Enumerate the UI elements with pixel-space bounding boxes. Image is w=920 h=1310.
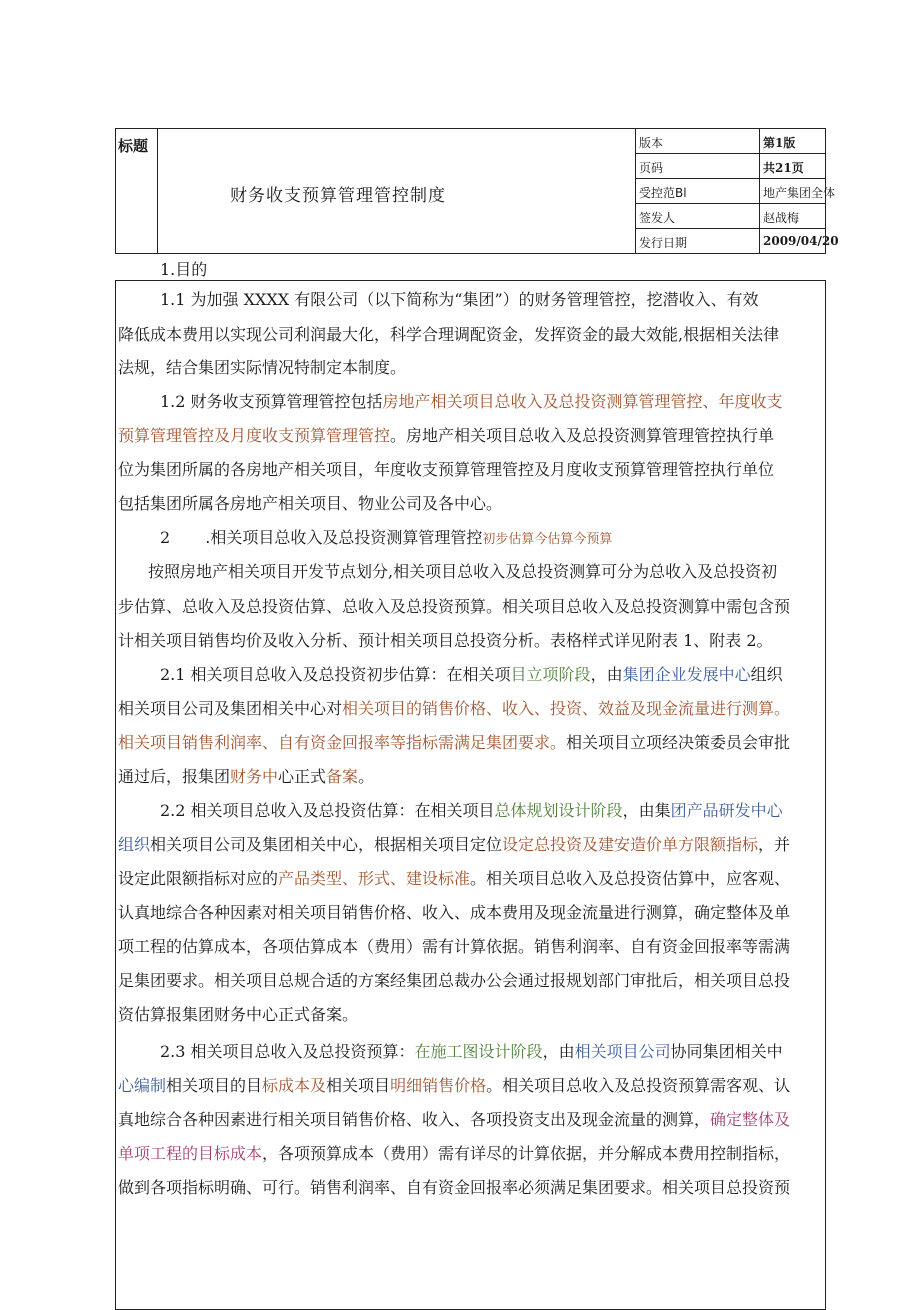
highlight-text: 备案 (326, 767, 359, 786)
highlight-text: 房地产相关项目总收入及总投资测算管理管控、年度收支 (382, 392, 783, 411)
paragraph-line: 位为集团所属的各房地产相关项目，年度收支预算管理管控及月度收支预算管理管控执行单位 (118, 460, 775, 479)
highlight-text: 心编制 (118, 1076, 167, 1095)
text-run: 通过后，报集团 (118, 767, 231, 786)
section-number: 2 (160, 528, 171, 547)
meta-row-date (636, 229, 839, 254)
paragraph-line (118, 767, 374, 787)
paragraph-line: 按照房地产相关项目开发节点划分,相关项目总收入及总投资测算可分为总收入及总投资初 (148, 562, 778, 581)
text-run: 相关项目公司及集团相关中心，根据相关项目定位 (150, 835, 503, 854)
text-run: 。房地产相关项目总收入及总投资测算管理管控执行单 (390, 426, 775, 445)
highlight-text: 明细销售价格 (390, 1076, 487, 1095)
meta-key: 受控范Bl (636, 179, 760, 203)
paragraph-line: 计相关项目销售均价及收入分析、预计相关项目总投资分析。表格样式详见附表 1、附表 2。 (118, 631, 773, 650)
highlight-text: 总体规划设计阶段 (494, 801, 623, 820)
section-heading-2 (160, 528, 612, 550)
highlight-text: 设定总投资及建安造价单方限额指标 (502, 835, 759, 854)
text-run: 相关项目 (326, 1076, 391, 1095)
paragraph-line: 足集团要求。相关项目总规合适的方案经集团总裁办公会通过报规划部门审批后，相关项目总投 (118, 971, 791, 990)
highlight-text: 预算管理管控及月度收支预算管理管控 (118, 426, 391, 445)
text-run: 2.2 相关项目总收入及总投资估算：在相关项目 (160, 801, 495, 820)
text-run: 。相关项目总收入及总投资预算需客观、认 (486, 1076, 791, 1095)
highlight-text: 产品类型、形式、建设标准 (278, 869, 471, 888)
section-subtitle: 初步估算今估算今预算 (482, 532, 613, 547)
paragraph-line (118, 1076, 790, 1096)
paragraph-line (160, 1042, 783, 1062)
highlight-text: 单项工程的目标成本 (118, 1144, 263, 1163)
meta-value: 赵战梅 (763, 211, 800, 225)
paragraph-line: 包括集团所属各房地产相关项目、物业公司及各中心。 (118, 494, 503, 513)
text-run: ，并 (758, 835, 791, 854)
paragraph-line (118, 1144, 790, 1164)
meta-value: 2009/04/20 (763, 234, 839, 248)
document-title-cell (158, 129, 636, 253)
paragraph-line: 法规，结合集团实际情况特制定本制度。 (118, 358, 407, 377)
text-run: 设定此限额指标对应的 (118, 869, 279, 888)
meta-value: 第1版 (763, 136, 796, 150)
meta-key: 页码 (636, 154, 760, 178)
meta-value: 地产集团全体 (763, 186, 836, 200)
paragraph-line (160, 801, 783, 821)
paragraph-line: 降低成本费用以实现公司利润最大化，科学合理调配资金，发挥资金的最大效能,根据相关法律 (118, 325, 780, 344)
highlight-text: 在施工图设计阶段 (414, 1042, 543, 1061)
text-run: ，由 (542, 1042, 575, 1061)
text-run: 心正式 (278, 767, 327, 786)
paragraph-line (118, 426, 774, 446)
text-run: 相关项目公司及集团相关中心对 (118, 699, 343, 718)
text-run: ，各项预算成本（费用）需有详尽的计算依据，并分解成本费用控制指标， (262, 1144, 791, 1163)
meta-row-pages (636, 154, 825, 179)
meta-key: 签发人 (636, 204, 760, 228)
meta-key: 发行日期 (636, 229, 760, 254)
text-run: 真地综合各种因素进行相关项目销售价格、收入、各项投资支出及现金流量的测算， (118, 1110, 711, 1129)
highlight-text: 财务中 (230, 767, 279, 786)
text-run: 协同集团相关中 (670, 1042, 783, 1061)
highlight-text: 集团企业发展中心 (622, 665, 751, 684)
meta-row-scope (636, 179, 836, 204)
meta-key: 版本 (636, 129, 760, 153)
text-run: 1.2 财务收支预算管理管控包括 (160, 392, 383, 411)
paragraph-line: 资估算报集团财务中心正式备案。 (118, 1005, 359, 1024)
text-run: 相关项目的目 (166, 1076, 263, 1095)
text-run: 。 (358, 767, 375, 786)
text-run: 。相关项目总收入及总投资估算中，应客观、 (470, 869, 791, 888)
section-title: .相关项目总收入及总投资测算管理管控 (205, 528, 483, 547)
paragraph-line: 步估算、总收入及总投资估算、总收入及总投资预算。相关项目总收入及总投资测算中需包含预 (118, 597, 791, 616)
highlight-text: 组织 (118, 835, 151, 854)
paragraph-line: 项工程的估算成本，各项估算成本（费用）需有计算依据。销售利润率、自有资金回报率等需满 (118, 937, 791, 956)
highlight-text: 相关项目公司 (574, 1042, 671, 1061)
text-run: ，由 (590, 665, 623, 684)
highlight-text: 相关项目的销售价格、收入、投资、效益及现金流量进行测算。 (342, 699, 791, 718)
paragraph-line (160, 392, 783, 412)
text-run: 相关项目立项经决策委员会审批 (566, 733, 791, 752)
paragraph-line (118, 733, 790, 753)
paragraph-line: 认真地综合各种因素对相关项目销售价格、收入、成本费用及现金流量进行测算，确定整体及单 (118, 903, 791, 922)
highlight-text: 目立项阶段 (510, 665, 591, 684)
header-label: 标题 (116, 129, 158, 253)
paragraph-line: 做到各项指标明确、可行。销售利润率、自有资金回报率必须满足集团要求。相关项目总投资预 (118, 1178, 791, 1197)
document-header-table (115, 128, 839, 254)
highlight-text: 确定整体及 (710, 1110, 791, 1129)
meta-row-issuer (636, 204, 825, 229)
text-run: 2.1 相关项目总收入及总投资初步估算：在相关项 (160, 665, 511, 684)
highlight-text: 团产品研发中心 (670, 801, 783, 820)
meta-row-version (636, 129, 825, 154)
paragraph-line (118, 835, 790, 855)
highlight-text: 相关项目销售利润率、自有资金回报率等指标需满足集团要求。 (118, 733, 567, 752)
paragraph-line: 1.1 为加强 XXXX 有限公司（以下简称为“集团”）的财务管理管控，挖潜收入、有效 (160, 290, 759, 309)
text-run: 2.3 相关项目总收入及总投资预算： (160, 1042, 415, 1061)
section-heading-purpose: 1.目的 (160, 260, 208, 279)
highlight-text: 标成本及 (262, 1076, 327, 1095)
paragraph-line (118, 869, 790, 889)
text-run: ，由集 (622, 801, 671, 820)
document-title: 财务收支预算管理管控制度 (230, 186, 446, 206)
paragraph-line (160, 665, 783, 685)
paragraph-line (118, 699, 790, 719)
document-meta (636, 129, 839, 253)
meta-value: 共21页 (763, 161, 804, 175)
paragraph-line (118, 1110, 790, 1130)
text-run: 组织 (750, 665, 783, 684)
